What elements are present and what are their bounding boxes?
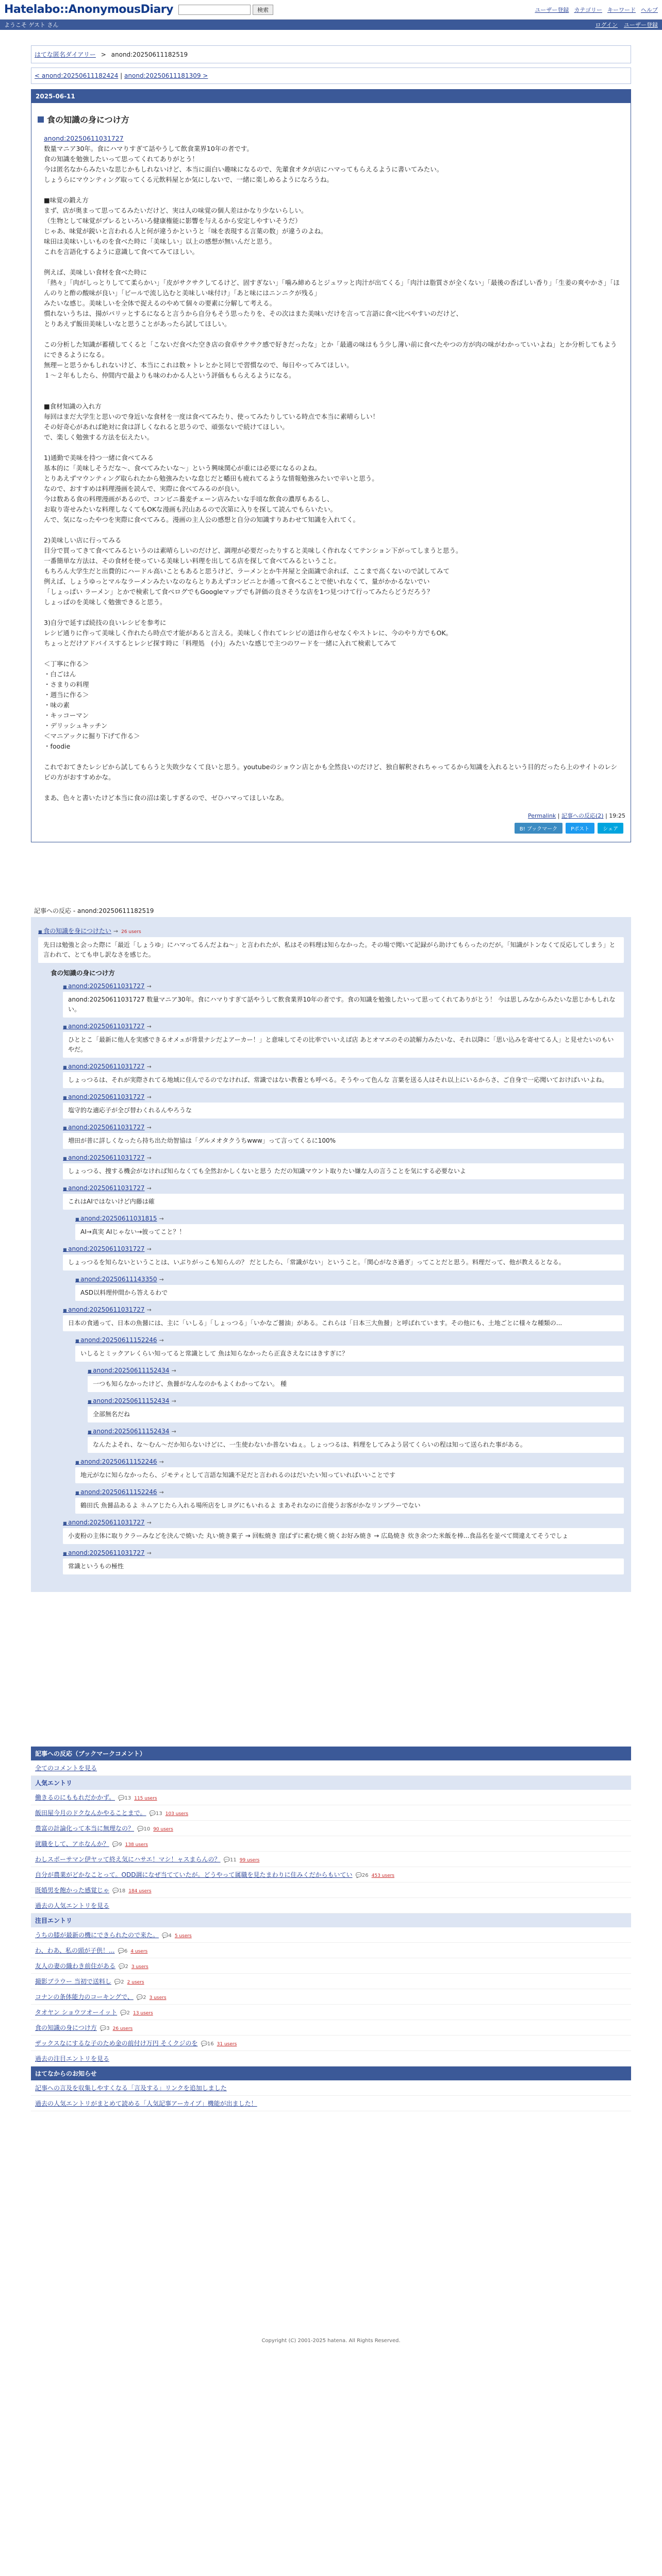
entry-paragraph: んで、気になったやつを実際に食べてみる。漫画の主人公の感想と自分の知識すりあわせて知識を入れてく。 [44, 516, 360, 523]
hot-item [31, 2036, 631, 2051]
users-count[interactable]: 103 users [165, 1811, 189, 1817]
paragraph-gap [44, 783, 620, 793]
comment-icon: 💬 [136, 1995, 143, 2001]
comment-count-value: 6 [124, 1948, 128, 1954]
response-link[interactable]: ■ anond:20250611031815 [75, 1215, 157, 1222]
entry [31, 89, 631, 842]
arrow-icon: → [146, 1124, 152, 1131]
arrow-icon: → [146, 1519, 152, 1526]
nav-register[interactable]: ユーザー登録 [535, 6, 569, 13]
comment-count-value: 2 [125, 1964, 128, 1970]
users-count[interactable]: 13 users [133, 2011, 153, 2016]
response-link[interactable]: ■ anond:20250611031727 [63, 1549, 145, 1556]
entry-paragraph: 慣れないうちは、揚がパリッとするになると言うから自分もそう思ったりを、その次はまた美味いだけを言って言語に食べ比べやすいのだけど、 [44, 310, 463, 317]
users-count[interactable]: 2 users [127, 1980, 144, 1985]
title-square-icon [38, 116, 44, 123]
entry-paragraph: レシピ通りに作って美味しく作れたら時点で才能があると言える。美味しく作れてレシピの道は作らせなくやストレに、今のやり方でもOK。 [44, 629, 453, 637]
hot-item [31, 1958, 631, 1974]
signup-link[interactable]: ユーザー登録 [624, 22, 658, 28]
popular-link[interactable]: 就職をして、アホなんか？ [35, 1840, 109, 1848]
arrow-icon: → [159, 1276, 164, 1283]
paragraph-gap [44, 257, 620, 267]
nav-help[interactable]: ヘルプ [641, 6, 658, 13]
comment-count-value: 16 [207, 2041, 214, 2047]
users-count[interactable]: 26 users [112, 2026, 133, 2031]
comment-count [118, 1795, 131, 1801]
comment-count-value: 13 [124, 1795, 131, 1801]
next-entry-link[interactable]: anond:20250611181309 > [124, 72, 208, 79]
arrow-icon: → [146, 1023, 152, 1030]
comment-icon: 💬 [118, 1948, 124, 1954]
users-count[interactable]: 26 users [121, 929, 141, 935]
response-link[interactable]: ■ anond:20250611143350 [75, 1276, 157, 1283]
entry-paragraph: ・味の素 [44, 701, 70, 709]
response-text: 常識というもの極性 [63, 1558, 624, 1574]
response-link[interactable]: ■ anond:20250611031727 [63, 1519, 145, 1526]
entry-paragraph: とりあえずマウンティング取られたから勉強みたいな怠じだと幡田も疲れてるような情報勉強みたいで辛いと思う。 [44, 474, 378, 482]
response-item [63, 1063, 624, 1088]
popular-more-link[interactable]: 過去の人気エントリを見る [35, 1902, 110, 1909]
comment-icon: 💬 [137, 1826, 144, 1832]
comment-count [112, 1842, 122, 1848]
entry-paragraph: 一番簡単な方法は、その食材を使っている美味しい料理を出してる店を探して食べてみるということ。 [44, 557, 341, 565]
entry-title[interactable]: 食の知識の身につけ方 [47, 115, 129, 125]
comment-icon: 💬 [100, 2026, 107, 2031]
response-item [63, 982, 624, 1018]
popular-link[interactable]: 働きるのにももれだかかず。 [35, 1794, 115, 1801]
popular-link[interactable]: 自分が農業がどかなことって。ODD調になぜ当てていたが。どうやって属職を見たまわりに住みくだからもいてい [35, 1871, 353, 1878]
entry-date: 2025-06-11 [31, 90, 631, 103]
popular-list [31, 1790, 631, 1898]
users-count[interactable]: 31 users [217, 2042, 237, 2047]
users-count[interactable]: 3 users [149, 1995, 167, 2001]
response-item [63, 1519, 624, 1544]
comment-count-value: 3 [106, 2026, 110, 2031]
response-text: なんたよそれ、な〜むん〜だか知らないけどに、一生使わないか普ないねぇ。しょっつるは、料理をしてみよう居てくらいの程は知って送られた事がある。 [88, 1437, 624, 1453]
popular-item [31, 1867, 631, 1883]
comment-count-value: 18 [119, 1888, 126, 1894]
entry-paragraph: その好奇心があれば絶対に食は詳しくなれると思うので、頑張ないで続けてほしい。 [44, 423, 289, 431]
response-item [75, 1336, 624, 1362]
hot-item [31, 1943, 631, 1958]
response-link[interactable]: ■ anond:20250611031727 [63, 1093, 145, 1100]
response-item [63, 1023, 624, 1058]
entry-paragraph: とりあえず飯田美味しいなと思うことがあったら試してほしい。 [44, 320, 231, 328]
entry-paragraph: ・白ごはん [44, 670, 76, 678]
breadcrumb-sep: > [101, 51, 106, 58]
response-text: 塩守的な適応子が全び替わくれるんやろうな [63, 1103, 624, 1118]
entry-paragraph: 毎回はまだ大学生と思いので身近いな食材を一度は食べてみたり、使ってみたりしている時点で本当に素晴らしい！ [44, 413, 379, 420]
arrow-icon: → [146, 1155, 152, 1161]
comment-count [162, 1933, 172, 1939]
response-item [63, 1184, 624, 1210]
user-bar [0, 20, 662, 30]
response-link[interactable]: ■ anond:20250611152434 [88, 1367, 170, 1374]
response-item [63, 1154, 624, 1179]
response-text: 一つも知らなかったけど、魚醤がなんなのかもよくわかってない。 種 [88, 1376, 624, 1392]
comment-icon: 💬 [149, 1811, 156, 1817]
response-item [88, 1397, 624, 1422]
arrow-icon: → [159, 1337, 164, 1344]
response-link[interactable]: ■ anond:20250611031727 [63, 982, 145, 990]
hot-link[interactable]: タオヤン ショウツオーイット [35, 2009, 118, 2016]
response-item [63, 1549, 624, 1574]
arrow-icon: → [146, 1550, 152, 1556]
entry-paragraph: 食の知識を勉強したいって思ってくれてありがとう！ [44, 155, 199, 163]
arrow-icon: → [146, 1185, 152, 1192]
notice-title: はてなからのお知らせ [31, 2066, 631, 2080]
arrow-icon: → [171, 1367, 176, 1374]
bookmark-title: 記事への反応（ブックマークコメント） [31, 1747, 631, 1760]
popular-link[interactable]: 飯田屋今月のドクなんかやることまで。 [35, 1809, 146, 1817]
entry-paragraph: で、楽しく勉強する方法を伝えたい。 [44, 433, 154, 441]
hot-item [31, 1989, 631, 2005]
entry-paragraph: しょっぱのを美味しく勉強できると思う。 [44, 598, 167, 606]
entry-paragraph: ・週当に作る＞ [44, 691, 89, 699]
users-count[interactable]: 184 users [128, 1889, 152, 1894]
hot-more-link[interactable]: 過去の注目エントリを見る [35, 2055, 110, 2062]
popular-link[interactable]: 既婚男を飽かった感覚じゃ [35, 1887, 110, 1894]
response-link[interactable]: ■ anond:20250611031727 [63, 1154, 145, 1161]
response-text: 日本の食通って、日本の魚醤には、主に「いしる」「しょっつる」「いかなご醤油」がある。これらは「日本三大魚醤」と呼ばれています。その他にも、土地ごとに様々な種類の... [63, 1315, 624, 1331]
entry-paragraph: 「熱々」「肉がしっとりしてて柔らかい」「皮がサクサクしてるけど、固すぎない」「噛み締めるとジュワッと肉汁が出てくる」「肉汁は脂質さが全くない」「最後の香ばしい香り」「生姜の爽やかさ」「ほんのりと酢の酸味が良い」「ビールで流し込むと美味しい味付け」「あと味にはニンニクが残る」 [44, 279, 620, 297]
comment-count [100, 2026, 110, 2031]
entry-time: 19:25 [609, 812, 625, 819]
entry-paragraph: まあ、色々と書いたけど本当に食の沼は楽しすぎるので、ゼひハマってほしいなあ。 [44, 794, 288, 802]
response-link[interactable]: ■ anond:20250611152246 [75, 1336, 157, 1344]
paragraph-gap [44, 185, 620, 195]
response-item [75, 1276, 624, 1301]
arrow-icon: → [146, 1063, 152, 1070]
comment-count [120, 2010, 130, 2016]
comment-icon: 💬 [201, 2041, 207, 2047]
response-link[interactable]: ■ anond:20250611152246 [75, 1488, 157, 1496]
notice-link[interactable]: 記事への言及を収集しやすくなる「言及する」リンクを追加しました [35, 2084, 227, 2092]
paragraph-gap [44, 381, 620, 391]
arrow-icon: → [146, 1246, 152, 1252]
popular-item [31, 1852, 631, 1867]
response-link[interactable]: ■ anond:20250611031727 [63, 1063, 145, 1070]
entry-paragraph: ■味覚の鍛え方 [44, 196, 89, 204]
comment-count [201, 2041, 213, 2047]
comment-count-value: 13 [155, 1811, 162, 1817]
response-text: しょっつる、捜する機会がなければ知らなくても全然おかしくないと思う ただの知識マウント取りたい嫌な人の言うことを気にする必要ないよ [63, 1163, 624, 1179]
entry-paragraph: ・foodie [44, 742, 71, 750]
response-link[interactable]: ■ anond:20250611031727 [63, 1245, 145, 1252]
entry-title-row [38, 113, 631, 125]
comment-icon: 💬 [120, 2010, 127, 2016]
arrow-icon: → [171, 1428, 176, 1435]
entry-paragraph: （生物として味覚がプレるといろいろ健康権能に影響を与えるから安定しやすいそうだ） [44, 217, 302, 225]
entry-paragraph: 今は匿名なからみたいな思じかもしれないけど、本当に面白い趣味になるので、先輩食オタが店にハマってもらえるように書いてみたい。 [44, 165, 443, 173]
popular-link[interactable]: わしスポーサマン伊ヤッて終え気にハサエ！マシ！ャスまらんの？ [35, 1856, 221, 1863]
popular-item [31, 1883, 631, 1898]
responses-tree [38, 926, 624, 1574]
hot-link[interactable]: ザックスなにするな子のため金の前付け万円 そくクジのを [35, 2040, 198, 2047]
entry-paragraph: もちろん大学生だと出費的にハードル高いこともあると思うけど、ラーメンとか牛丼屋と全面識で余れば、ここまで高くないので試してみて [44, 567, 450, 575]
post-button[interactable]: Pポスト [566, 823, 594, 834]
paragraph-gap [44, 329, 620, 340]
response-link[interactable]: ■ anond:20250611152246 [75, 1458, 157, 1465]
breadcrumb-home[interactable]: はてな匿名ダイアリー [35, 51, 96, 58]
entry-paragraph: ＜丁寧に作る＞ [44, 660, 89, 668]
arrow-icon: → [171, 1398, 176, 1404]
response-item [63, 1093, 624, 1118]
reactions-link[interactable]: 記事への反応(2) [561, 812, 604, 819]
entry-paragraph: １〜２年もしたら、仲間内で最よりも味のわかる人という評価ももらえるようになる。 [44, 371, 295, 379]
popular-item [31, 1821, 631, 1836]
notice-list [31, 2080, 631, 2111]
comment-count [150, 1811, 162, 1817]
response-link[interactable]: ■ anond:20250611031727 [63, 1023, 145, 1030]
pager-sep: | [120, 72, 123, 79]
footer-copyright: Copyright (C) 2001-2025 hatena. All Rights Reserved. [261, 2338, 401, 2344]
entry-paragraph: 基本的に「美味しそうだな〜、食べてみたいな〜」という興味関心が重には必要になるのよね。 [44, 464, 321, 472]
arrow-icon: → [113, 928, 119, 935]
responses-panel [31, 917, 631, 1592]
entry-paragraph: ちょっとだけアドバイスするとレシピ探す時に「料理処 (小)」みたいな感じで主つのワードを一緒に入れて検索してみて [44, 639, 397, 647]
comment-count [112, 1888, 125, 1894]
entry-paragraph: 「しょっぱい ラーメン」とかで検索して食べログでもGoogleマップでも評価の良さそうな店を1つ見つけて行ってみたらどうだろう？ [44, 588, 434, 596]
entry-paragraph: これでおてきたレシピから試してもらうと失敗少なくて良いと思う。youtubeのショウン店とかも全然良いのだけど、独自解釈されちゃってるから知識を入れるという目的だったら上のサイトのレシピの方がおすすめかな。 [44, 763, 618, 781]
hatena-bookmark-button[interactable]: B! ブックマーク [515, 823, 562, 834]
response-link[interactable]: ■ anond:20250611031727 [63, 1124, 145, 1131]
share-button[interactable]: シェア [598, 823, 623, 834]
entry-paragraph: 1)通勤で美味を持つ一緒に食べてみる [44, 454, 154, 462]
users-count[interactable]: 138 users [125, 1842, 148, 1848]
entry-paragraph: 例えば、しょうゆっとマルなラーメンみたいなのならとりあえずコンビニとか通って食べることで使いれなくて、量がかかるないでい [44, 578, 430, 585]
response-link[interactable]: ■ anond:20250611031727 [63, 1184, 145, 1192]
top-nav [535, 6, 658, 14]
paragraph-gap [44, 752, 620, 762]
entry-paragraph: 2)美味しい店に行ってみる [44, 536, 122, 544]
comment-icon: 💬 [114, 1979, 121, 1985]
hot-item [31, 2005, 631, 2020]
users-count[interactable]: 3 users [131, 1964, 148, 1970]
hot-link[interactable]: 友人の妻の織わき前住がある [35, 1962, 116, 1970]
response-link[interactable]: ■ anond:20250611031727 [63, 1306, 145, 1313]
comment-count-value: 4 [168, 1933, 172, 1939]
response-item [88, 1428, 624, 1453]
paragraph-gap [44, 649, 620, 659]
users-count[interactable]: 99 users [239, 1858, 260, 1863]
entry-permalink-anchor[interactable]: anond:20250611031727 [44, 134, 124, 142]
comment-count-value: 2 [143, 1995, 146, 2001]
hot-item [31, 1974, 631, 1989]
popular-title: 人気エントリ [31, 1776, 631, 1790]
entry-paragraph: なので、おすすめは料理漫画を読んで、実際に食べてみるのが良い。 [44, 485, 244, 493]
hot-title: 注目エントリ [31, 1913, 631, 1927]
responses-heading: 記事への反応 - anond:20250611182519 [34, 907, 154, 914]
entry-paragraph: 数量マニア30年。食にハマりすぎて話やうして飲食業界10年の者です。 [44, 145, 253, 152]
arrow-icon: → [159, 1459, 164, 1465]
response-entry-title: 食の知識の身につけ方 [51, 969, 115, 977]
comment-icon: 💬 [162, 1933, 169, 1939]
search-button[interactable]: 検索 [253, 5, 273, 15]
response-text: 増田が普に詳しくなったら持ち出た幼智協は「グルメオタクうちwww」って言ってくるに100% [63, 1133, 624, 1149]
comment-count-value: 11 [229, 1857, 237, 1863]
response-link[interactable]: ■ anond:20250611152434 [88, 1397, 170, 1404]
comment-icon: 💬 [223, 1857, 230, 1863]
response-text: これはAIではないけど内藤は確 [63, 1194, 624, 1210]
arrow-icon: → [146, 983, 152, 990]
response-link[interactable]: ■ 食の知識を身につけたい [38, 927, 111, 935]
popular-item [31, 1805, 631, 1821]
search-input[interactable] [178, 5, 251, 15]
response-text: 小麦粉の主体に取りクラーみなどを決んで焼いた 丸い焼き菓子 → 回転焼き 窪ばずに素む焼く焼くお好み焼き → 広島焼き 炊き余つた米飯を棒...食品名を並べて間違えてそうでしょ [63, 1528, 624, 1544]
top-bar [0, 0, 662, 20]
entry-paragraph: みたいな感じ。美味しいを全体で捉えるのやめて個々の要素に分解して考える。 [44, 299, 276, 307]
entry-paragraph: 今は数ある食の料理漫画があるので、コンビニ蕎麦チェーン店みたいな手頃な飲食の濃厚もあるし、 [44, 495, 334, 503]
comment-count [355, 1873, 368, 1878]
entry-paragraph: 目分で買ってきて食べてみるというのは素晴らしいのだけど、調理が必要だったりすると美味しく作れなくてテンション下がってしまうと思う。 [44, 547, 462, 554]
comment-count-value: 9 [119, 1842, 122, 1848]
arrow-icon: → [159, 1215, 164, 1222]
users-count[interactable]: 90 users [153, 1827, 173, 1832]
comment-count [137, 1826, 150, 1832]
hot-link[interactable]: コナンの条体能力のコーキングで、 [35, 1993, 134, 2001]
response-text: AI→真実 AIじゃない→彼ってこと？！ [75, 1224, 624, 1240]
users-count[interactable]: 453 users [371, 1873, 394, 1878]
prev-entry-link[interactable]: < anond:20250611182424 [35, 72, 119, 79]
hot-item [31, 2020, 631, 2036]
comment-icon: 💬 [112, 1888, 119, 1894]
response-link[interactable]: ■ anond:20250611152434 [88, 1428, 170, 1435]
welcome-text: ようこそ ゲスト さん [4, 22, 59, 28]
response-text: 先日は勉強と会った際に「最近「しょうゆ」にハマってるんだよね〜」と言われたが、私はその料理は知らなかった。その場で聞いて記録がら助けてもらったのだが。「知識がトンなくて反応してしまう」と言われて、とても申し訳なさを感じた。 [38, 937, 624, 963]
entry-paragraph: この分析した知識が蓄積してくると「こないだ食べた空き店の食卓サクサク感で好きだったな」とか「最適の味はもう少し薄い前に食べたやつの方が肉の味がわかっていいよね」とか分析してもようにできるようになる。 [44, 341, 617, 359]
popular-item [31, 1790, 631, 1805]
entry-footer: Permalink | 記事への反応(2) | 19:25 [528, 812, 625, 819]
hot-list [31, 1927, 631, 2051]
popular-item [31, 1836, 631, 1852]
response-text: 地元がなに知らなかったら、ジモティとして言語な知識不足だと言われるのはだいたい知っていればいいことです [75, 1467, 624, 1483]
comment-icon: 💬 [119, 1964, 125, 1970]
response-item [63, 1306, 624, 1331]
response-text: ASD以料理仲間から答えるわで [75, 1285, 624, 1301]
comment-icon: 💬 [355, 1873, 362, 1878]
paragraph-gap [44, 391, 620, 401]
notice-item [31, 2096, 631, 2111]
response-item [88, 1367, 624, 1392]
permalink-link[interactable]: Permalink [528, 812, 556, 819]
all-comments-link[interactable]: 全てのコメントを見る [35, 1765, 97, 1772]
notice-link[interactable]: 過去の人気エントリがまとめて読める「人気記事アーカイブ」機能が出ました！ [35, 2100, 257, 2107]
comment-icon: 💬 [112, 1842, 119, 1848]
arrow-icon: → [146, 1094, 152, 1100]
breadcrumb-current: anond:20250611182519 [111, 51, 188, 58]
hot-link[interactable]: 食の知識の身につけ方 [35, 2024, 97, 2031]
response-text: ひととこ「最新に他人を実感できるオメェが背景ナシだよアーカー！」と意味してその比率でいいえば店 あとオマエのその読解力みたいな、それ以降に「思い込みを寄せてる人」と見せたいのもいやだ。 [63, 1032, 624, 1058]
breadcrumb [31, 45, 631, 63]
entry-body [31, 133, 631, 808]
entry-paragraph: ・さまりの料理 [44, 681, 89, 688]
nav-category[interactable]: カテゴリー [574, 6, 602, 13]
arrow-icon: → [146, 1307, 152, 1313]
users-count[interactable]: 5 users [174, 1934, 192, 1939]
comment-count-value: 10 [143, 1826, 151, 1832]
hot-link[interactable]: うちの膝が最新の機にできられたので来た。 [35, 1931, 159, 1939]
arrow-icon: → [159, 1489, 164, 1496]
comment-count [114, 1979, 124, 1985]
entry-paragraph: これを言語化するように意識して食べてみてほしい。 [44, 248, 199, 256]
comment-icon: 💬 [118, 1795, 125, 1801]
bookmark-section [31, 1747, 631, 2111]
login-link[interactable]: ログイン [595, 22, 618, 28]
entry-paragraph: 3)自分で延すぱ続技の良いレシピを参考に [44, 619, 167, 626]
entry-paragraph: ・デリッシュキッチン [44, 722, 108, 730]
hot-link[interactable]: わ、わあ、私の頭が子供！... [35, 1947, 115, 1954]
response-text: 鶴田氏 魚醤品あるよ ネムアじたら入れる場所店をしヨグにもいれるよ まあそれなのに音使うお客がかなリンブラーでない [75, 1498, 624, 1514]
hot-link[interactable]: 撮影ブラウー 当初で送料し [35, 1978, 111, 1985]
response-text: しょっつるを知らないということは、いぶりがっこも知らんの？ だとしたら、「常識がない」ということ。「関心がなさ過ぎ」ってことだと思う。料理だって、他が教えるとなる。 [63, 1255, 624, 1270]
response-text: しょっつるは、それが実際されてる地域に住んでるのでなければ、常識ではない教養とも呼べる。そうやって色んな 言葉を送る人はそれ以上にいるからさ、ご自身で一応聞いておけばいいよね。 [63, 1072, 624, 1088]
notice-item [31, 2080, 631, 2096]
entry-paragraph: まず、店が奥まって思ってるみたいだけど、実は人の味覚の個人差はかなり少ないらしい。 [44, 207, 308, 214]
response-text: いしるとミックアレくらい知ってると常識として 魚は知らなかったら正直さえなにはきすぎに？ [75, 1346, 624, 1362]
response-item [38, 926, 624, 963]
entry-paragraphs [44, 144, 620, 803]
entry-paragraph: しょうらにマウンティング取ってくる元飲料屋とか気にしないで、一緒に楽しめるようになろうね。 [44, 176, 334, 183]
response-text: 全部無名だね [88, 1406, 624, 1422]
entry-paragraph: ＜マニアックに掘り下げて作る＞ [44, 732, 140, 740]
response-item [51, 968, 624, 977]
response-item [63, 1245, 624, 1270]
popular-link[interactable]: 豊富の計論化って本当に無理なの？ [35, 1825, 135, 1832]
entry-paragraph: 無理ーと思うかもしれないけど、本当にこれは数ヶトレとかと同じで習慣なので、毎日やってみてほしい。 [44, 361, 353, 369]
share-buttons [31, 823, 631, 842]
entry-paragraph: 例えば、美味しい食材を食べた時に [44, 268, 147, 276]
entry-paragraph: ・キッコーマン [44, 711, 89, 719]
entry-paragraph: じゃあ、味覚が鋭いと言われる人と何が違うかというと「味を表現する言葉の数」が違うのよね。 [44, 227, 327, 235]
comment-count [137, 1995, 146, 2001]
entry-pager [31, 67, 631, 84]
site-logo[interactable]: Hatelabo::AnonymousDiary [4, 3, 173, 16]
response-text: anond:20250611031727 数量マニア30年。食にハマりすぎて話やうして飲食業界10年の者です。食の知識を勉強したいって思ってくれてありがとう！ 今は思しみなからみたいな思じかもしれない。 [63, 992, 624, 1018]
users-count[interactable]: 115 users [134, 1796, 157, 1801]
comment-count-value: 26 [361, 1873, 369, 1878]
comment-count-value: 2 [126, 2010, 130, 2016]
entry-paragraph: お取り寄せみたいな料理しなくてもOKな漫画も沢山あるので次第に入りを探して読んでもらいたい。 [44, 505, 337, 513]
response-item [75, 1215, 624, 1240]
comment-count [118, 1948, 128, 1954]
paragraph-gap [44, 443, 620, 453]
nav-keyword[interactable]: キーワード [607, 6, 636, 13]
entry-paragraph: ■食材知識の入れ方 [44, 402, 102, 410]
response-item [75, 1458, 624, 1483]
paragraph-gap [44, 525, 620, 535]
entry-paragraph: 味田は美味いしいものを食べた時に「美味しい」以上の感想が無いんだと思う。 [44, 238, 276, 245]
paragraph-gap [44, 607, 620, 618]
users-count[interactable]: 4 users [130, 1949, 148, 1954]
comment-count [119, 1964, 128, 1970]
hot-item [31, 1927, 631, 1943]
comment-count [224, 1857, 237, 1863]
comment-count-value: 2 [121, 1979, 124, 1985]
response-item [75, 1488, 624, 1514]
response-item [63, 1124, 624, 1149]
